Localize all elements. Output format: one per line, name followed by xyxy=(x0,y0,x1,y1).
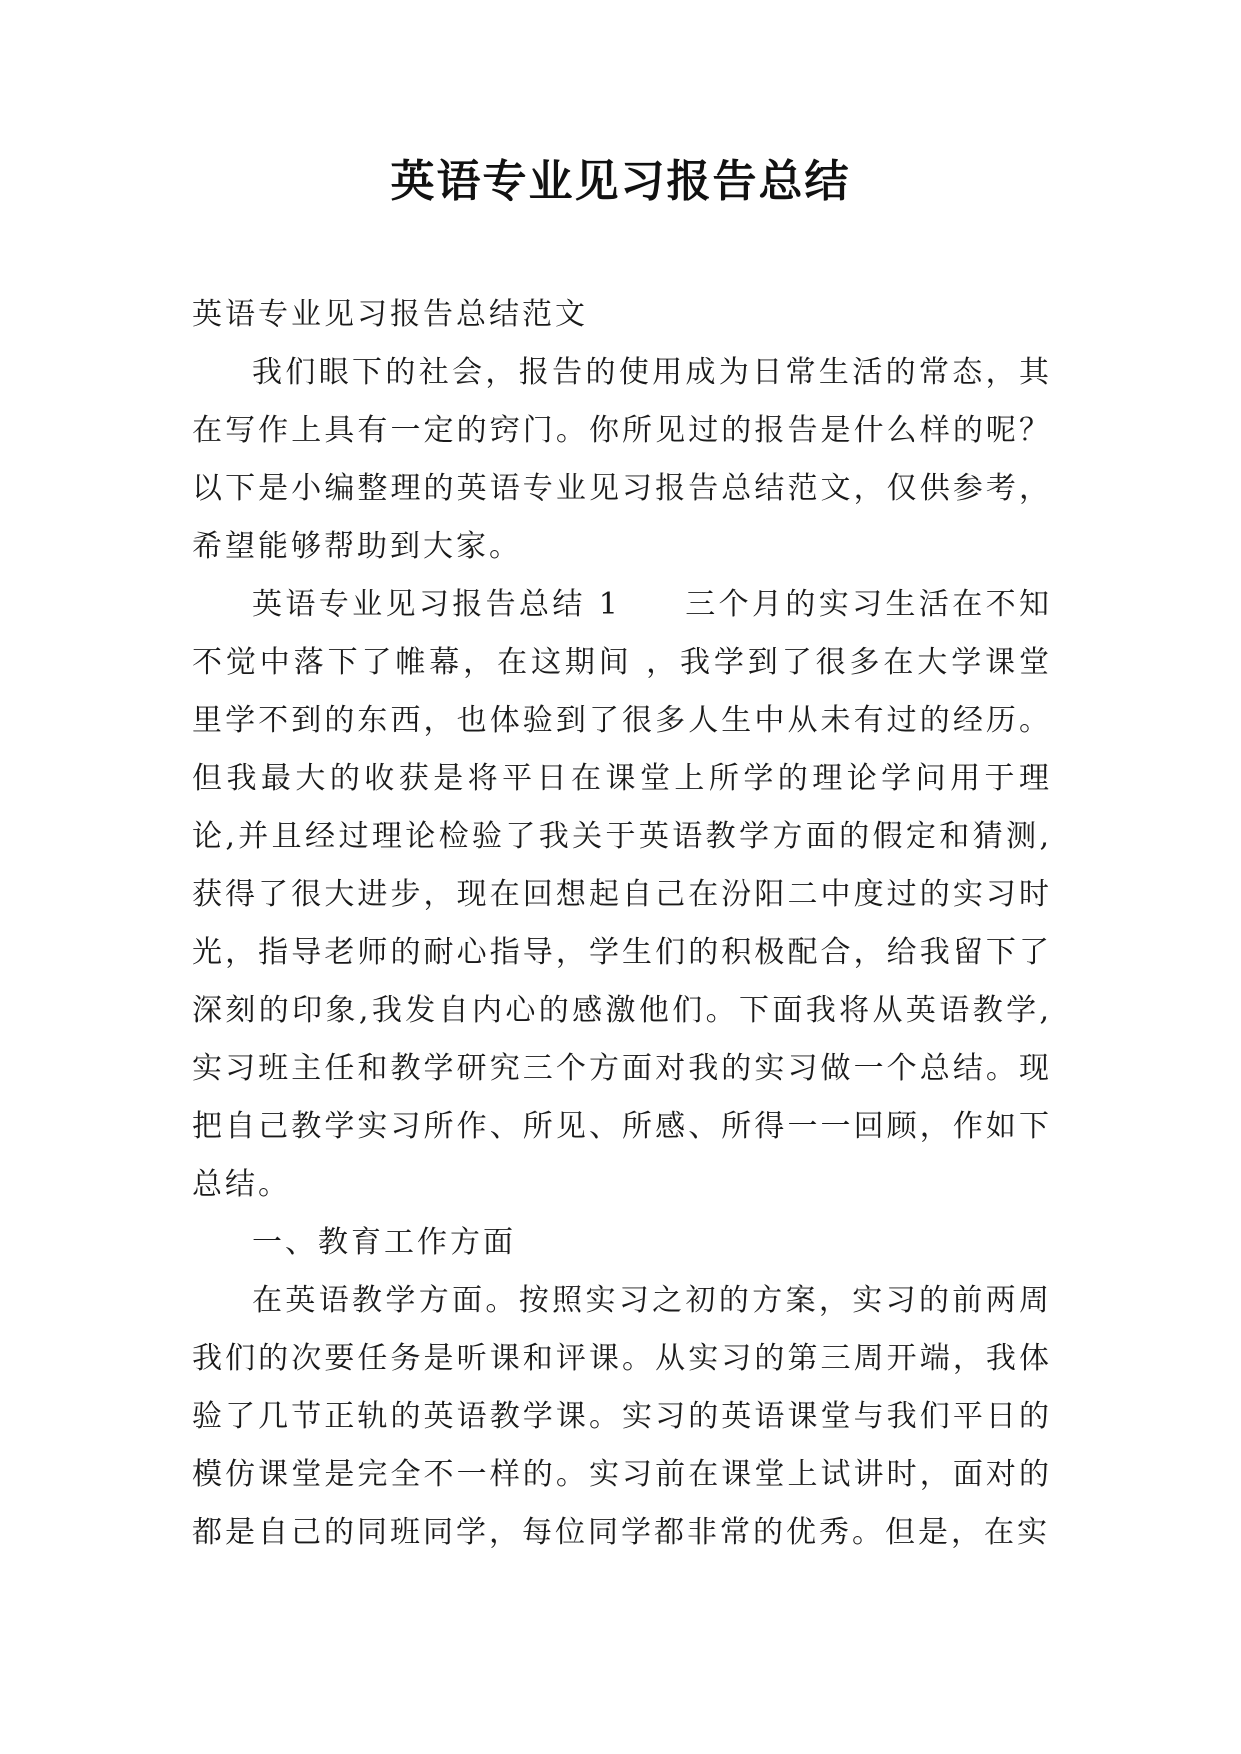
section1-paragraph xyxy=(192,576,1052,1214)
section1-heading: 英语专业见习报告总结 1 xyxy=(252,587,621,622)
section-heading-education: 一、教育工作方面 xyxy=(252,1225,516,1260)
section1-lead: 三个月的实习生活在不知 xyxy=(684,587,1052,622)
document-title: 英语专业见习报告总结 xyxy=(390,156,851,207)
intro-paragraph: 我们眼下的社会，报告的使用成为日常生活的常态，其在写作上具有一定的窍门。你所见过的报告是什么样的呢？以下是小编整理的英语专业见习报告总结范文，仅供参考，希望能够帮助到大家。 xyxy=(192,355,1052,564)
section1-body: 不觉中落下了帷幕，在这期间 ，我学到了很多在大学课堂里学不到的东西，也体验到了很多人生中从未有过的经历。但我最大的收获是将平日在课堂上所学的理论学问用于理论,并且经过理论检验了我关于英语教学方面的假定和猜测,获得了很大进步，现在回想起自己在汾阳二中度过的实习时光，指导老师的耐心指导，学生们的积极配合，给我留下了深刻的印象,我发自内心的感激他们。下面我将从英语教学,实习班主任和教学研究三个方面对我的实习做一个总结。现把自己教学实习所作、所见、所感、所得一一回顾，作如下总结。 xyxy=(192,645,1052,1202)
teaching-paragraph: 在英语教学方面。按照实习之初的方案，实习的前两周我们的次要任务是听课和评课。从实习的第三周开端，我体验了几节正轨的英语教学课。实习的英语课堂与我们平日的模仿课堂是完全不一样的。实习前在课堂上试讲时，面对的都是自己的同班同学，每位同学都非常的优秀。但是，在实 xyxy=(192,1283,1052,1550)
document-subtitle: 英语专业见习报告总结范文 xyxy=(192,297,588,332)
document-body xyxy=(192,286,1052,1562)
